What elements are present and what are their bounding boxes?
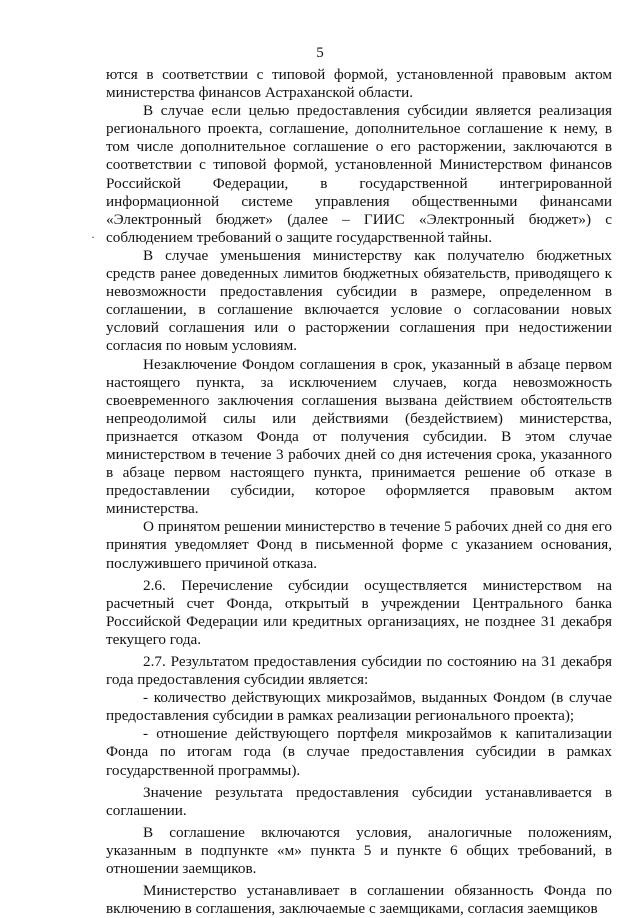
paragraph: ются в соответствии с типовой формой, установленной правовым актом министерства финансов Астраханской области. (106, 66, 612, 102)
body-text (106, 66, 612, 918)
paragraph: - отношение действующего портфеля микрозаймов к капитализации Фонда по итогам года (в случае предоставления субсидии в рамках государственной программы). (106, 725, 612, 779)
paragraph: В случае если целью предоставления субсидии является реализация регионального проекта, соглашение, дополнительное соглашение к нему, в том числе дополнительное соглашение о его расторжении, заключаются в соответствии с типовой формой, установленной Министерством финансов Российской Федерации, в государственной интегрированной информационной системе управления общественными финансами «Электронный бюджет» (далее – ГИИС «Электронный бюджет») с соблюдением требований о защите государственной тайны. (106, 102, 612, 246)
paragraph: 2.7. Результатом предоставления субсидии по состоянию на 31 декабря года предоставления субсидии является: (106, 653, 612, 689)
paragraph: Незаключение Фондом соглашения в срок, указанный в абзаце первом настоящего пункта, за исключением случаев, когда невозможность своевременного заключения соглашения вызвана действием обстоятельств непреодолимой силы или действиями (бездействием) министерства, признается отказом Фонда от получения субсидии. В этом случае министерством в течение 3 рабочих дней со дня истечения срока, указанного в абзаце первом настоящего пункта, принимается решение об отказе в предоставлении субсидии, которое оформляется правовым актом министерства. (106, 355, 612, 518)
paragraph: Значение результата предоставления субсидии устанавливается в соглашении. (106, 783, 612, 819)
paragraph: - количество действующих микрозаймов, выданных Фондом (в случае предоставления субсидии в рамках реализации регионального проекта); (106, 689, 612, 725)
page-number: 5 (316, 45, 324, 61)
paragraph: 2.6. Перечисление субсидии осуществляется министерством на расчетный счет Фонда, открытый в учреждении Центрального банка Российской Федерации или кредитных организациях, не позднее 31 декабря текущего года. (106, 576, 612, 648)
paragraph: В случае уменьшения министерству как получателю бюджетных средств ранее доведенных лимитов бюджетных обязательств, приводящего к невозможности предоставления субсидии в размере, определенном в соглашении, в соглашение включается условие о согласовании новых условий соглашения или о расторжении соглашения при недостижении согласия по новым условиям. (106, 246, 612, 355)
paragraph: В соглашение включаются условия, аналогичные положениям, указанным в подпункте «м» пункта 5 и пункте 6 общих требований, в отношении заемщиков. (106, 823, 612, 878)
paragraph: Министерство устанавливает в соглашении обязанность Фонда по включению в соглашения, заключаемые с заемщиками, согласия заемщиков (106, 882, 612, 918)
paragraph: О принятом решении министерство в течение 5 рабочих дней со дня его принятия уведомляет Фонд в письменной форме с указанием основания, послужившего причиной отказа. (106, 518, 612, 572)
margin-mark: · (91, 230, 95, 244)
